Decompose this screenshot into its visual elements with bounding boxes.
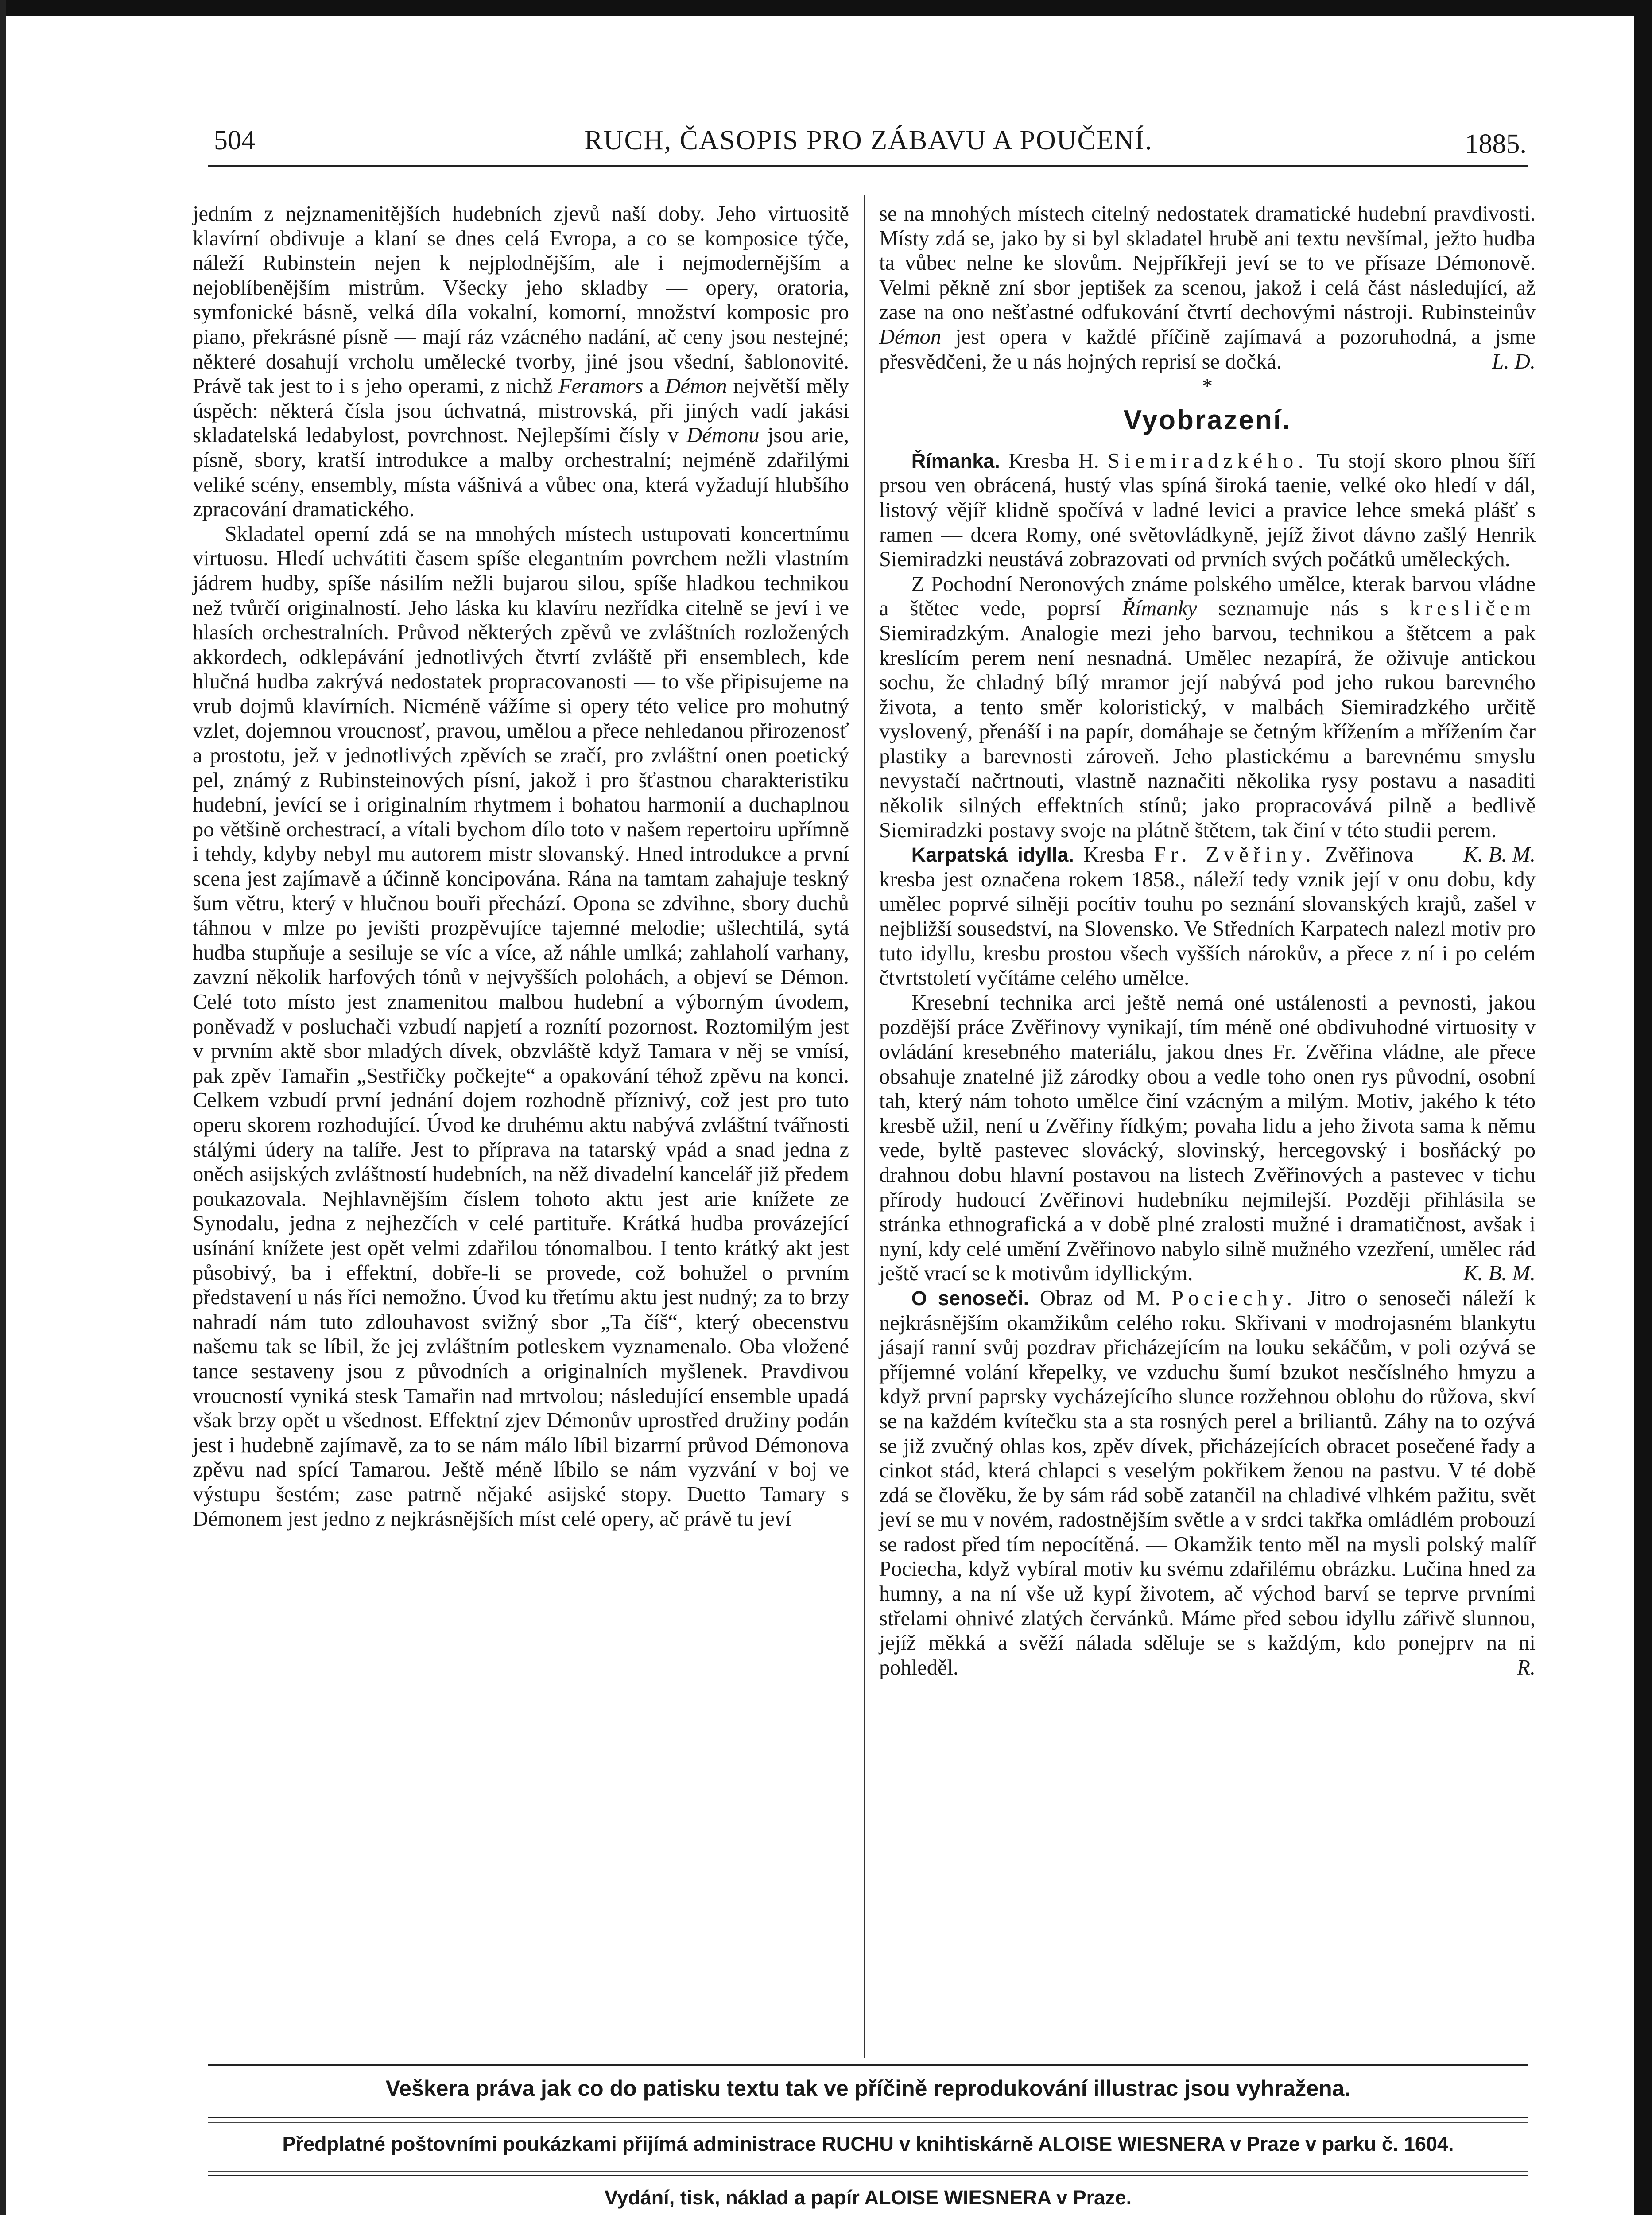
caption-heading: Karpatská idylla. (911, 843, 1074, 867)
illustration-o-senoseci: O senoseči. Obraz od M. Pociechy. Jitro o senoseči náleží k nejkrásnějším okamžikům celého roku. Skřivani v modrojasném blankytu jásají ranní svůj pozdrav přicházejícím na louku sekáčům, v poli ozývá se příjemné volání křepelky, ve vzduchu šumí bzukot nesčíslného hmyzu a když první paprsky vycházejícího slunce rozžehnou oblohu do růžova, skví se na každém kvítečku sta a sta rosných perel a briliantů. Záhy na to ozývá se již zvučný ohlas kos, zpěv dívek, přicházejících obracet posečené řady a cinkot stád, která chlapci s veselým pokřikem ženou na pastvu. V té době zdá se člověku, že by sám rád sobě zatančil na chladivé vlhkém pažitu, svět jeví se mu v novém, radostnějším světle a v srdci takřka omládlém probouzí se radost před tím nepocítěná. — Okamžik tento měl na mysli polský malíř Pociecha, když vybíral motiv ku svému zdařilému obrázku. Lučina hned za humny, a na ní vše už kypí životem, ač východ barví se teprve prvními střelami ohnivé zlatých červánků. Máme před sebou idyllu zářivě slunnou, jejíž měkká a svěží nálada sděluje se s každým, kdo ponejprv na ni pohleděl. R. (879, 1286, 1536, 1679)
footer-rule (208, 2175, 1528, 2176)
review-conclusion: se na mnohých místech citelný nedostatek dramatické hudební pravdivosti. Místy zdá se, jako by si byl skladatel hrubě ani textu nevšímal, ježto hudba ta vůbec nelne ke slovům. Nejpříkřeji jeví se to ve přísaze Démonově. Velmi pěkně zní sbor jeptišek za scenou, jakož i celá část následující, až zase na ono nešťastné odfukování čtvrtí dechovými nástroji. Rubinsteinův Démon jest opera v každé příčině zajímavá a pozoruhodná, a jsme přesvědčeni, že u nás hojných reprisí se dočká. L. D. (879, 202, 1536, 373)
journal-title: RUCH, ČASOPIS PRO ZÁBAVU A POUČENÍ. (584, 125, 1153, 155)
issue-year: 1885. (1465, 129, 1527, 159)
footer-rule (208, 2171, 1528, 2172)
scan-right-edge (1634, 0, 1652, 2215)
caption-heading: O senoseči. (911, 1286, 1029, 1310)
author-signature: L. D. (1492, 350, 1536, 373)
footer-rule (208, 2117, 1528, 2118)
author-signature: K. B. M. (1463, 1262, 1536, 1286)
right-column (879, 202, 1536, 1680)
left-column (193, 202, 849, 1531)
separator-asterisk: * (1202, 374, 1213, 398)
illustration-karpatska-idylla: Karpatská idylla. Kresba Fr. Zvěřiny. Zvěřinova kresba jest označena rokem 1858., náleží tedy vznik její v onu dobu, kdy umělec poprvé silněji pocítiv touhu po seznání slovanských krajů, zašel v nejbližší sousedství, na Slovensko. Ve Středních Karpatech nalezl motiv pro tuto idyllu, kresbu prostou všech vyšších nárokův, a přece z ní i po celém čtvrtstoletí vyčítáme celého umělce. (879, 843, 1536, 990)
author-signature: K. B. M. (1463, 843, 1536, 867)
opera-title-feramors: Feramors (558, 374, 644, 398)
caption-heading: Římanka. (911, 449, 1000, 472)
page-header (210, 120, 1527, 163)
section-title: Vyobrazení. (1123, 405, 1291, 436)
header-rule (208, 165, 1528, 167)
subscription-notice: Předplatné poštovními poukázkami přijímá administrace RUCHU v knihtiskárně ALOISE WIESNERA v Praze v parku č. 1604. (282, 2133, 1454, 2155)
scan-top-edge (0, 0, 1652, 16)
author-signature: R. (1517, 1655, 1536, 1679)
copyright-notice: Veškera práva jak co do patisku textu tak ve příčině reprodukování illustrac jsou vyhražena. (385, 2076, 1351, 2101)
footer-rule (208, 2064, 1528, 2066)
page-number: 504 (214, 125, 255, 155)
opera-title-demon: Démon (665, 374, 727, 398)
review-paragraph-2: Skladatel operní zdá se na mnohých místech ustupovati koncertnímu virtuosu. Hledí uchvátiti časem spíše elegantním povrchem nežli vlastním jádrem hudby, spíše násilím nežli bujarou silou, spíše hladkou technikou než tvůrčí originalností. Jeho láska ku klavíru nezřídka citelně se jeví i ve hlasích orchestralních. Průvod některých zpěvů ve zvláštních rozložených akkordech, odklepávání jednotlivých čtvrtí zvláště při ensemblech, kde hlučná hudba zakrývá nedostatek propracovanosti — to vše připisujeme na vrub dojmů klavírních. Nicméně vážíme si opery této velice pro mohutný vzlet, dojemnou vroucnosť, pravou, umělou a přece nehledanou přirozenosť a prostotu, jež v jednotlivých zpěvích se zračí, pro zvláštní onen poetický pel, známý z Rubinsteinových písní, jakož i pro šťastnou charakteristiku hudební, jevící se i originalním rhytmem i bohatou harmonií a duchaplnou po většině orchestrací, a vítali bychom dílo toto v našem repertoiru upřímně i tehdy, kdyby nebyl mu autorem mistr slovanský. Hned introdukce a první scena jest zajímavě a účinně koncipována. Rána na tamtam zahajuje teskný šum větru, který v hlučnou bouři přechází. Opona se zdvihne, sbory duchů táhnou v mlze po jevišti prozpěvujíce tajemné melodie; ušlechtilá, sytá hudba stupňuje a sesiluje se víc a více, až náhle umlká; zahlaholí varhany, zavzní několik harfových tónů v nejvyšších polohách, a objeví se Démon. Celé toto místo jest znamenitou malbou hudební a výborným úvodem, poněvadž v posluchači vzbudí napjetí a roznítí pozornost. Roztomilým jest v prvním aktě sbor mladých dívek, obzvláště když Tamara v něj se vmísí, pak zpěv Tamařin „Sestřičky počkejte“ a opakování téhož zpěvu na konci. Celkem vzbudí první jednání dojem rozhodně příznivý, což jest pro tuto operu skorem rozhodující. Úvod ke druhému aktu nabývá zvláštní tvářnosti stálými údery na talíře. Jest to příprava na tatarský vpád a snad jedna z oněch asijských zvláštností hudebních, na něž divadelní kancelář již předem poukazovala. Nejhlavnějším číslem tohoto aktu jest arie knížete ze Synodalu, jedna z nejhezčích v celé partituře. Krátká hudba provázející usínání knížete jest opět velmi zdařilou tónomalbou. I tento krátký akt jest působivý, ba i effektní, dobře-li se provede, což bohužel o prvním představení u nás říci nemožno. Úvod ku třetímu aktu jest nudný; za to brzy nahradí nám tuto zdlouhavost svižný sbor „Ta číš“, který obecenstvu našemu tak se líbil, že jej zvláštním potleskem vyznamenalo. Oba vložené tance sestaveny jsou z původních a originalních myšlenek. Pravdivou vroucností vyniká stesk Tamařin nad mrtvolou; následující ensemble upadá však brzy opět u všednost. Effektní zjev Démonův uprostřed družiny podán jest i hudebně zajímavě, za to se nám málo líbil bizarrní průvod Démonova zpěvu nad spící Tamarou. Ještě méně líbilo se nám vyzvání v boj ve výstupu šestém; zase patrně nějaké asijské stopy. Duetto Tamary s Démonem jest jedno z nejkrásnějších míst celé opery, ač právě tu jeví (193, 522, 849, 1531)
column-divider (864, 195, 865, 2058)
footer-rule (208, 2122, 1528, 2123)
scan-left-edge (0, 0, 6, 2215)
illustration-rimanka: Římanka. Kresba H. Siemiradzkého. Tu stojí skoro plnou šíří prsou ven obrácená, hustý vlas spíná široká taenie, velké oko hledí v dál, listový vějíř klidně spočívá v ladné levici a pravice lehce smeká plášť s ramen — dcera Romy, oné světovládkyně, jejíž život dávno zašlý Henrik Siemiradzki neustává zobrazovati od prvních svých počátků uměleckých. (879, 449, 1536, 571)
opera-title-demonu: Démonu (686, 424, 760, 447)
publisher-notice: Vydání, tisk, náklad a papír ALOISE WIESNERA v Praze. (604, 2186, 1132, 2209)
illustration-karpatska-cont: Kresební technika arci ještě nemá oné ustálenosti a pevnosti, jakou pozdější práce Zvěřinovy vynikají, tím méně oné obdivuhodné virtuosity v ovládání kresebného materiálu, jakou dnes Fr. Zvěřina vládne, ale přece obsahuje znatelné již zárodky obou a vedle toho onen rys původní, osobní tah, který nám tohoto umělce činí vzácným a milým. Motiv, jakého k této kresbě užil, není u Zvěřiny řídkým; povaha lidu a jeho života sama k němu vede, byltě pastevec slovácký, slovinský, hercegovský i bosňácký po drahnou dobu hlavní postavou na listech Zvěřinových a pastevec v tichu přírody hudoucí Zvěřinovi hudebníku nejmilejší. Později přihlásila se stránka ethnografická a v době plné zralosti mužné i dramatičnost, avšak i nyní, kdy celé umění Zvěřinovo nabylo silně mužného vzezření, umělec rád ještě vrací se k motivům idyllickým. K. B. M. (879, 991, 1536, 1286)
illustration-rimanka-cont: Z Pochodní Neronových známe polského umělce, kterak barvou vládne a štětec vede, poprsí Římanky seznamuje nás s kresličem Siemiradzkým. Analogie mezi jeho barvou, technikou a štětcem a pak kreslícím perem není nesnadná. Umělec nezapírá, že oživuje antickou sochu, že chladný bílý mramor její nabývá pod jeho rukou barevného života, a tento směr koloristický, v malbách Siemiradzkého určitě vyslovený, přenáší i na papír, domáhaje se četným křížením a mřížením čar plastiky a barevnosti zároveň. Jeho plastickému a barevnému smyslu nevystačí načrtnouti, vlastně naznačiti několika rysy postavu a nasaditi několik silných effektních stínů; jako propracovává pilně a bedlivě Siemiradzki postavy svoje na plátně štětem, tak činí v této studii perem. K. B. M. (879, 572, 1536, 867)
review-paragraph-1: jedním z nejznamenitějších hudebních zjevů naší doby. Jeho virtuositě klavírní obdivuje a klaní se dnes celá Evropa, a co se komposice týče, náleží Rubinstein nejen k nejplodnějším, ale i nejmodernějším a nejoblíbenějším mistrům. Všecky jeho skladby — opery, oratoria, symfonické básně, velká díla vokalní, komorní, množství komposic pro piano, překrásné písně — mají ráz vzácného nadání, ač ceny jsou nestejné; některé dosahují vrcholu umělecké tvorby, jiné jsou všední, šablonovité. Právě tak jest to i s jeho operami, z nichž Feramors a Démon největší měly úspěch: některá čísla jsou úchvatná, mistrovská, při jiných vadí jakási skladatelská ledabylost, povrchnost. Nejlepšími čísly v Démonu jsou arie, písně, sbory, kratší introdukce a malby orchestralní; nejméně zdařilými veliké scény, ensembly, místa vášnivá a vůbec ona, která vyžadují hlubšího zpracování dramatického. (193, 202, 849, 521)
